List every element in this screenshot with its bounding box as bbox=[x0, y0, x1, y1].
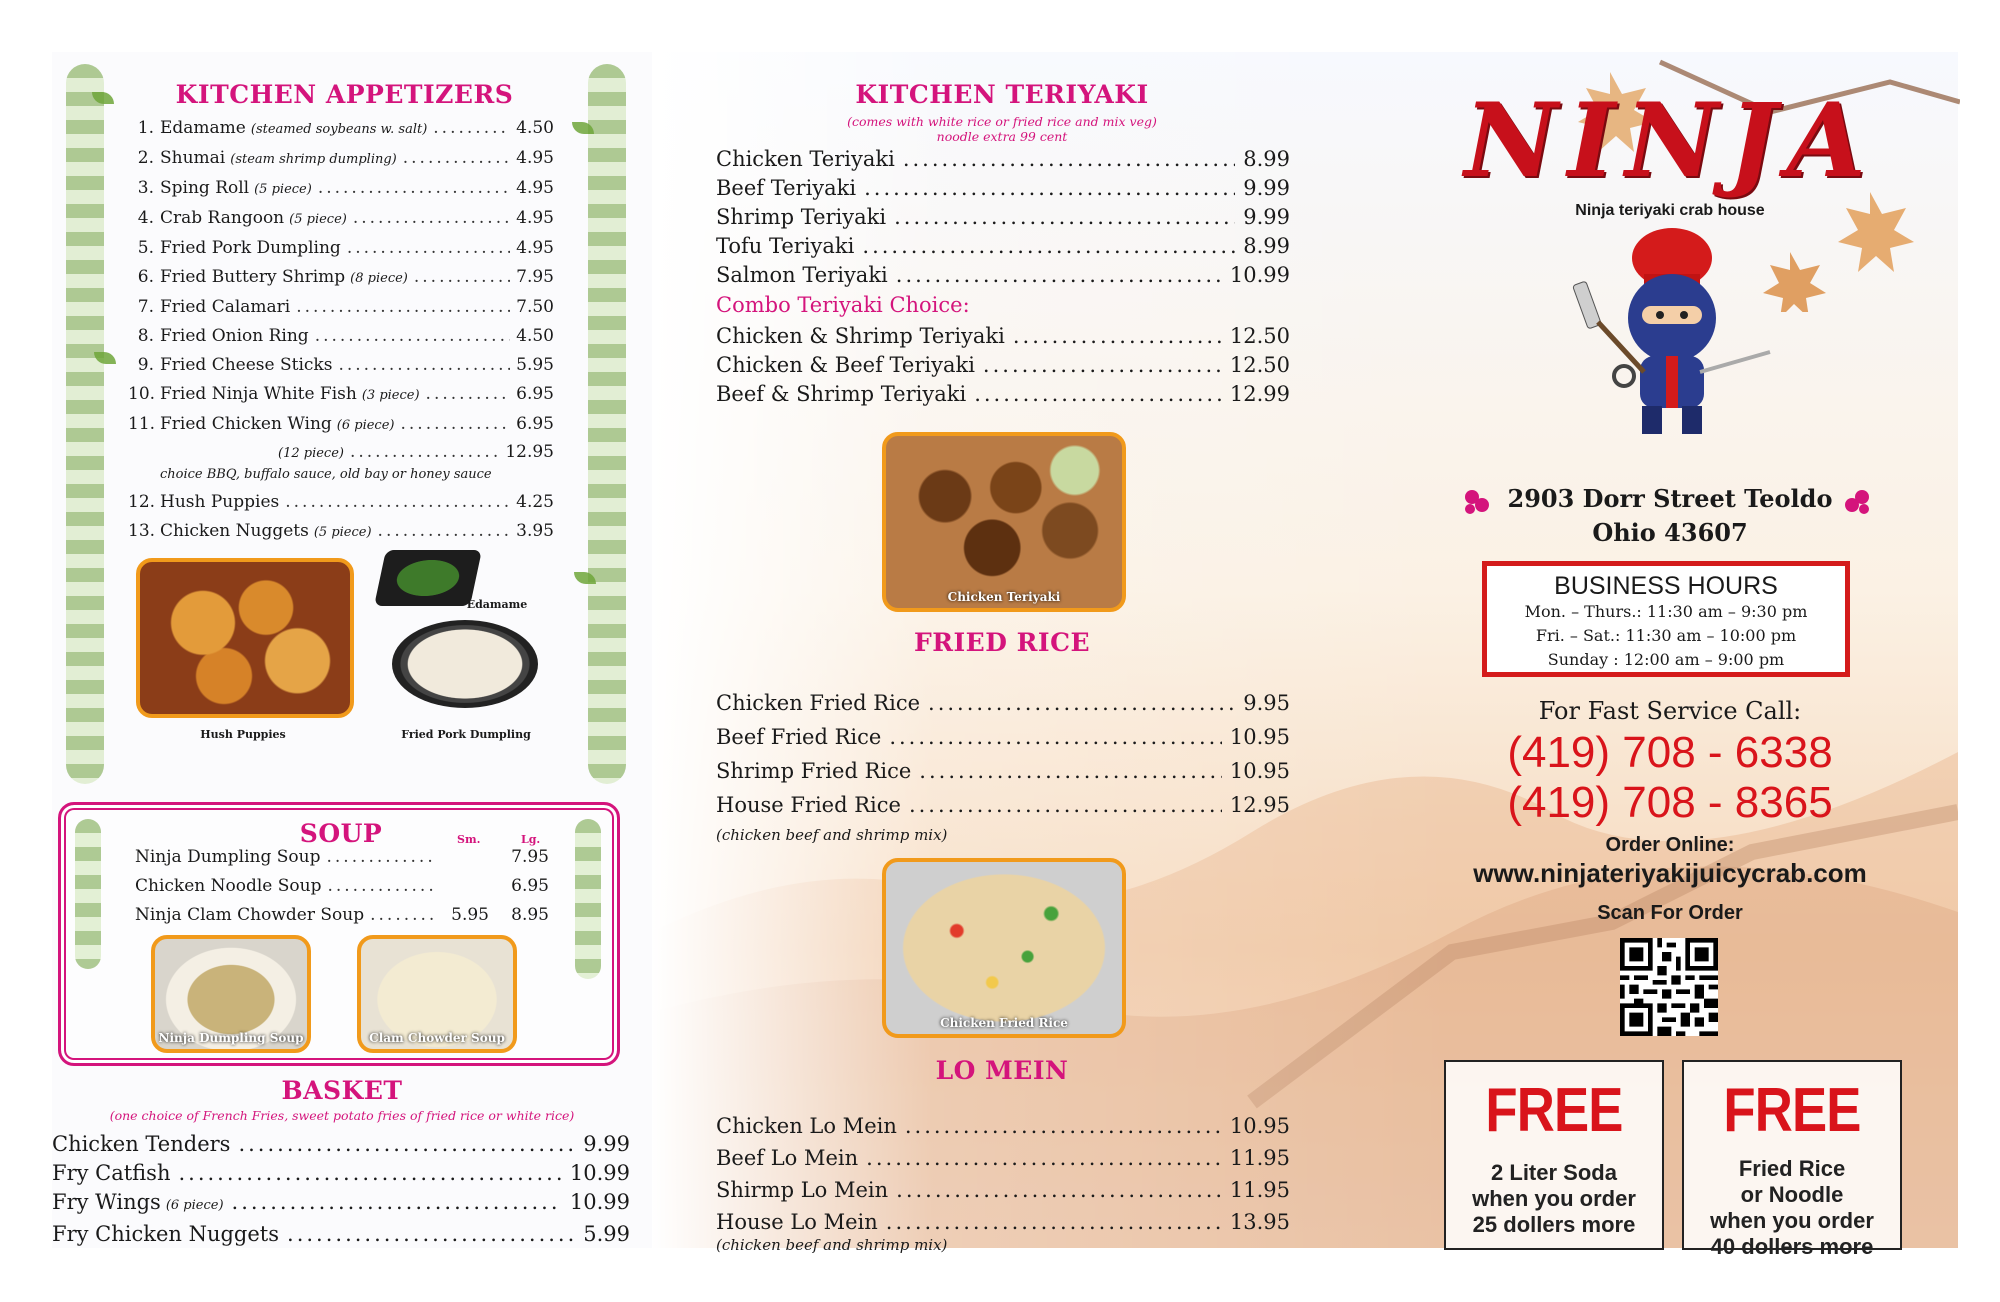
address-line-1: 2903 Dorr Street Teoldo bbox=[1507, 484, 1833, 513]
vine-decoration bbox=[75, 819, 101, 969]
item-note: (5 piece) bbox=[313, 525, 372, 540]
item-price: 10.99 bbox=[569, 1161, 630, 1185]
item-name: Chicken & Beef Teriyaki bbox=[716, 353, 975, 377]
dot-leader bbox=[896, 261, 1222, 290]
item-name: House Fried Rice bbox=[716, 793, 901, 817]
appetizer-row bbox=[128, 293, 554, 322]
item-price: 10.95 bbox=[1229, 1114, 1290, 1138]
dot-leader bbox=[889, 720, 1222, 754]
item-name: House Lo Mein bbox=[716, 1210, 878, 1234]
item-price: 12.95 bbox=[505, 442, 554, 462]
phone-1[interactable]: (419) 708 - 6338 bbox=[1507, 728, 1833, 777]
item-price: 10.95 bbox=[1229, 725, 1290, 749]
item-name: Crab Rangoon bbox=[160, 208, 285, 228]
appetizer-row bbox=[128, 380, 554, 410]
item-name: Shrimp Teriyaki bbox=[716, 205, 887, 229]
dot-leader bbox=[403, 144, 510, 173]
teriyaki-row bbox=[716, 232, 1290, 261]
item-price: 3.95 bbox=[516, 521, 554, 541]
item-name: Sping Roll bbox=[160, 178, 250, 198]
item-number: 7. bbox=[137, 297, 154, 317]
item-name: Chicken Nuggets bbox=[160, 521, 309, 541]
business-hours-title: BUSINESS HOURS bbox=[1554, 572, 1778, 600]
combo-title: Combo Teriyaki Choice: bbox=[716, 293, 970, 317]
vine-decoration bbox=[575, 819, 601, 979]
offer-line: 25 dollers more bbox=[1472, 1212, 1636, 1237]
appetizer-row bbox=[128, 204, 554, 234]
fried-rice-row bbox=[716, 720, 1290, 754]
lo-mein-list bbox=[716, 1110, 1290, 1238]
item-name: Beef & Shrimp Teriyaki bbox=[716, 382, 967, 406]
scan-label: Scan For Order bbox=[1597, 902, 1743, 924]
item-price: 8.99 bbox=[1243, 234, 1290, 258]
teriyaki-row bbox=[716, 261, 1290, 290]
dumpling-soup-caption: Ninja Dumpling Soup bbox=[158, 1031, 304, 1045]
lo-mein-title: LO MEIN bbox=[935, 1056, 1069, 1085]
dot-leader bbox=[903, 145, 1235, 174]
dot-leader bbox=[862, 232, 1235, 261]
combo-list bbox=[716, 322, 1290, 409]
dot-leader bbox=[1013, 322, 1222, 351]
fried-rice-row bbox=[716, 686, 1290, 720]
item-price: 4.95 bbox=[516, 148, 554, 168]
dot-leader bbox=[414, 263, 510, 292]
appetizer-row bbox=[128, 234, 554, 263]
item-name: Beef Teriyaki bbox=[716, 176, 857, 200]
clam-chowder-photo bbox=[357, 935, 517, 1053]
item-number: 12. bbox=[128, 492, 156, 512]
teriyaki-row bbox=[716, 174, 1290, 203]
left-column bbox=[52, 52, 642, 1248]
item-name: Fried Ninja White Fish bbox=[160, 384, 357, 404]
business-hours-lines bbox=[1487, 600, 1845, 672]
item-price: 7.50 bbox=[516, 297, 554, 317]
item-number: 13. bbox=[128, 521, 156, 541]
ninja-chef-mascot bbox=[1560, 222, 1790, 442]
soup-col-sm: Sm. bbox=[457, 833, 481, 846]
item-price: 8.99 bbox=[1243, 147, 1290, 171]
dot-leader bbox=[400, 410, 510, 439]
lo-mein-row bbox=[716, 1174, 1290, 1206]
item-note: (5 piece) bbox=[289, 212, 347, 227]
chicken-teriyaki-caption: Chicken Teriyaki bbox=[947, 590, 1061, 604]
dot-leader bbox=[433, 114, 510, 143]
hours-line: Mon. – Thurs.: 11:30 am – 9:30 pm bbox=[1524, 602, 1808, 621]
item-name: Shrimp Fried Rice bbox=[716, 759, 912, 783]
item-name: Chicken Tenders bbox=[52, 1132, 231, 1156]
dot-leader bbox=[983, 351, 1222, 380]
dot-leader bbox=[350, 440, 499, 464]
combo-row bbox=[716, 351, 1290, 380]
fried-rice-row bbox=[716, 788, 1290, 822]
item-price: 9.99 bbox=[1243, 205, 1290, 229]
vine-decoration bbox=[588, 64, 626, 784]
chicken-fried-rice-caption: Chicken Fried Rice bbox=[940, 1016, 1068, 1030]
item-price: 5.95 bbox=[516, 355, 554, 375]
item-price: 12.50 bbox=[1229, 353, 1290, 377]
soup-row bbox=[135, 901, 549, 930]
item-price: 9.95 bbox=[1243, 691, 1290, 715]
item-price: 6.95 bbox=[516, 414, 554, 434]
item-price: 4.50 bbox=[516, 118, 554, 138]
dot-leader bbox=[347, 234, 510, 263]
item-price: 13.95 bbox=[1229, 1210, 1290, 1234]
item-number: 1. bbox=[137, 118, 154, 138]
item-name: Fry Chicken Nuggets bbox=[52, 1222, 280, 1246]
item-name: Chicken & Shrimp Teriyaki bbox=[716, 324, 1005, 348]
item-number: 8. bbox=[137, 326, 154, 346]
item-price: 4.50 bbox=[516, 326, 554, 346]
item-name: Fry Catfish bbox=[52, 1161, 171, 1185]
item-name: Ninja Clam Chowder Soup bbox=[135, 905, 365, 925]
item-price: 11.95 bbox=[1229, 1178, 1290, 1202]
dot-leader bbox=[315, 322, 510, 351]
wing-sauce-choice: choice BBQ, buffalo sauce, old bay or honey sauce bbox=[160, 467, 492, 482]
offer-soda-box bbox=[1444, 1060, 1664, 1250]
item-price: 9.99 bbox=[1243, 176, 1290, 200]
item-number: 4. bbox=[137, 208, 154, 228]
dot-leader bbox=[178, 1159, 561, 1188]
appetizers-list bbox=[128, 114, 554, 547]
soup-title: SOUP bbox=[299, 819, 383, 848]
item-price: 10.95 bbox=[1229, 759, 1290, 783]
soup-list bbox=[135, 843, 549, 930]
appetizer-row bbox=[128, 114, 554, 144]
hush-puppies-caption: Hush Puppies bbox=[200, 728, 286, 741]
dot-leader bbox=[886, 1206, 1222, 1238]
call-label: For Fast Service Call: bbox=[1538, 697, 1802, 725]
offer-free-label: FREE bbox=[1485, 1076, 1623, 1145]
hours-line: Fri. – Sat.: 11:30 am – 10:00 pm bbox=[1535, 626, 1797, 645]
soup-box bbox=[58, 802, 620, 1066]
item-note: (6 piece) bbox=[165, 1198, 224, 1213]
item-name: Fried Calamari bbox=[160, 297, 291, 317]
item-name: Fried Chicken Wing bbox=[160, 414, 332, 434]
item-name: Shumai bbox=[160, 148, 226, 168]
right-column bbox=[1380, 52, 1958, 1259]
basket-row bbox=[52, 1130, 630, 1159]
chicken-fried-rice-photo bbox=[882, 858, 1126, 1038]
item-price: 6.95 bbox=[516, 384, 554, 404]
appetizer-row bbox=[128, 517, 554, 547]
item-price: 7.95 bbox=[516, 267, 554, 287]
ninja-logo: NINJA bbox=[1464, 81, 1876, 201]
website-link[interactable]: www.ninjateriyakijuicycrab.com bbox=[1473, 858, 1867, 888]
item-price: 9.99 bbox=[583, 1132, 630, 1156]
appetizer-row bbox=[128, 410, 554, 440]
lo-mein-row bbox=[716, 1142, 1290, 1174]
item-note: (steam shrimp dumpling) bbox=[230, 152, 397, 167]
item-price: 4.95 bbox=[516, 238, 554, 258]
combo-row bbox=[716, 322, 1290, 351]
teriyaki-list bbox=[716, 145, 1290, 290]
dot-leader bbox=[864, 174, 1235, 203]
offer-line: 40 dollers more bbox=[1710, 1234, 1874, 1259]
item-number: 10. bbox=[128, 384, 156, 404]
basket-subtitle: (one choice of French Fries, sweet potato fries of fried rice or white rice) bbox=[109, 1108, 575, 1123]
business-hours-box bbox=[1482, 561, 1850, 677]
dot-leader bbox=[919, 754, 1222, 788]
item-number: 11. bbox=[128, 414, 156, 434]
dot-leader bbox=[326, 843, 437, 872]
qr-code[interactable] bbox=[1620, 938, 1718, 1036]
lo-mein-row bbox=[716, 1206, 1290, 1238]
appetizer-row bbox=[128, 351, 554, 380]
item-number: 9. bbox=[137, 355, 154, 375]
soup-row bbox=[135, 843, 549, 872]
phone-2[interactable]: (419) 708 - 8365 bbox=[1507, 778, 1833, 827]
item-number: 2. bbox=[137, 148, 154, 168]
item-number: 6. bbox=[137, 267, 154, 287]
soup-row bbox=[135, 872, 549, 901]
item-price: 12.99 bbox=[1229, 382, 1290, 406]
dot-leader bbox=[909, 788, 1222, 822]
dot-leader bbox=[370, 901, 437, 930]
dot-leader bbox=[896, 1174, 1222, 1206]
basket-row bbox=[52, 1188, 630, 1220]
fried-rice-note: (chicken beef and shrimp mix) bbox=[716, 826, 948, 844]
dot-leader bbox=[928, 686, 1235, 720]
offer-line: Fried Rice bbox=[1738, 1156, 1846, 1181]
item-name: Fried Buttery Shrimp bbox=[160, 267, 346, 287]
teriyaki-title: KITCHEN TERIYAKI bbox=[855, 80, 1149, 109]
dot-leader bbox=[378, 517, 511, 546]
combo-row bbox=[716, 380, 1290, 409]
dumpling-photo bbox=[392, 620, 538, 708]
item-price: 4.95 bbox=[516, 178, 554, 198]
item-note: (3 piece) bbox=[361, 388, 420, 403]
offer-rice-noodle-box bbox=[1682, 1060, 1902, 1259]
item-name: Chicken Lo Mein bbox=[716, 1114, 897, 1138]
item-name: Hush Puppies bbox=[160, 492, 280, 512]
fried-rice-row bbox=[716, 754, 1290, 788]
dot-leader bbox=[866, 1142, 1222, 1174]
middle-column bbox=[712, 52, 1292, 1254]
item-price-small: 5.95 bbox=[451, 905, 489, 925]
item-note: (8 piece) bbox=[350, 271, 408, 286]
item-name: Edamame bbox=[160, 118, 246, 138]
item-price: 4.25 bbox=[516, 492, 554, 512]
teriyaki-row bbox=[716, 203, 1290, 232]
dot-leader bbox=[894, 203, 1235, 232]
item-name: Shirmp Lo Mein bbox=[716, 1178, 889, 1202]
fried-rice-title: FRIED RICE bbox=[913, 628, 1091, 657]
item-price-large: 6.95 bbox=[511, 876, 549, 896]
item-note: (6 piece) bbox=[336, 418, 395, 433]
item-name: Salmon Teriyaki bbox=[716, 263, 888, 287]
offer-line: when you order bbox=[1472, 1186, 1636, 1211]
dumpling-caption: Fried Pork Dumpling bbox=[401, 728, 531, 741]
appetizer-row bbox=[128, 488, 554, 517]
item-price: 12.50 bbox=[1229, 324, 1290, 348]
teriyaki-noodle-note: noodle extra 99 cent bbox=[936, 129, 1068, 144]
item-name: Chicken Noodle Soup bbox=[135, 876, 322, 896]
offer-line: when you order bbox=[1710, 1208, 1874, 1233]
item-price: 11.95 bbox=[1229, 1146, 1290, 1170]
dot-leader bbox=[238, 1130, 575, 1159]
item-price: 5.99 bbox=[583, 1222, 630, 1246]
basket-list bbox=[52, 1130, 630, 1249]
item-price: 10.99 bbox=[1229, 263, 1290, 287]
item-price-large: 7.95 bbox=[511, 847, 549, 867]
dot-leader bbox=[232, 1188, 562, 1217]
item-note: (12 piece) bbox=[278, 446, 344, 461]
lo-mein-note: (chicken beef and shrimp mix) bbox=[716, 1236, 948, 1254]
offer-line: or Noodle bbox=[1740, 1182, 1844, 1207]
dot-leader bbox=[296, 293, 510, 322]
offer-free-label: FREE bbox=[1723, 1076, 1861, 1145]
address-line-2: Ohio 43607 bbox=[1592, 518, 1748, 547]
hours-line: Sunday : 12:00 am – 9:00 pm bbox=[1547, 650, 1785, 669]
item-name: Chicken Fried Rice bbox=[716, 691, 921, 715]
dumpling-soup-photo bbox=[151, 935, 311, 1053]
dot-leader bbox=[426, 380, 511, 409]
basket-row bbox=[52, 1159, 630, 1188]
item-name: Fried Onion Ring bbox=[160, 326, 309, 346]
appetizers-title: KITCHEN APPETIZERS bbox=[175, 80, 514, 109]
tagline: Ninja teriyaki crab house bbox=[1575, 202, 1765, 219]
lo-mein-row bbox=[716, 1110, 1290, 1142]
item-price: 12.95 bbox=[1229, 793, 1290, 817]
dot-leader bbox=[338, 351, 510, 380]
item-name: Tofu Teriyaki bbox=[716, 234, 855, 258]
order-online-label: Order Online: bbox=[1605, 834, 1735, 856]
offer-line: 2 Liter Soda bbox=[1491, 1160, 1617, 1185]
item-number: 5. bbox=[137, 238, 154, 258]
dot-leader bbox=[318, 174, 510, 203]
item-note: (5 piece) bbox=[254, 182, 312, 197]
dot-leader bbox=[353, 204, 510, 233]
item-name: Beef Lo Mein bbox=[716, 1146, 859, 1170]
item-price-large: 8.95 bbox=[511, 905, 549, 925]
item-number: 3. bbox=[137, 178, 154, 198]
basket-row bbox=[52, 1220, 630, 1249]
appetizer-row bbox=[128, 174, 554, 204]
teriyaki-subtitle: (comes with white rice or fried rice and mix veg) bbox=[847, 114, 1157, 129]
dot-leader bbox=[327, 872, 437, 901]
item-price: 10.99 bbox=[569, 1190, 630, 1214]
clam-chowder-caption: Clam Chowder Soup bbox=[369, 1031, 505, 1045]
item-name: Beef Fried Rice bbox=[716, 725, 882, 749]
hush-puppies-photo bbox=[136, 558, 354, 718]
item-name: Ninja Dumpling Soup bbox=[135, 847, 321, 867]
chicken-wing-12-row bbox=[128, 440, 554, 466]
item-name: Fry Wings bbox=[52, 1190, 161, 1214]
vine-decoration bbox=[66, 64, 104, 784]
dot-leader bbox=[285, 488, 510, 517]
appetizer-row bbox=[128, 144, 554, 174]
appetizer-row bbox=[128, 322, 554, 351]
dot-leader bbox=[905, 1110, 1222, 1142]
item-name: Chicken Teriyaki bbox=[716, 147, 895, 171]
item-note: (steamed soybeans w. salt) bbox=[250, 122, 428, 137]
teriyaki-row bbox=[716, 145, 1290, 174]
edamame-caption: Edamame bbox=[466, 598, 528, 611]
dot-leader bbox=[974, 380, 1222, 409]
item-price: 4.95 bbox=[516, 208, 554, 228]
item-name: Fried Cheese Sticks bbox=[160, 355, 333, 375]
dot-leader bbox=[287, 1220, 575, 1249]
basket-title: BASKET bbox=[281, 1076, 403, 1105]
fried-rice-list bbox=[716, 686, 1290, 822]
appetizer-row bbox=[128, 263, 554, 293]
chicken-teriyaki-photo bbox=[882, 432, 1126, 612]
soup-col-lg: Lg. bbox=[521, 833, 541, 846]
item-name: Fried Pork Dumpling bbox=[160, 238, 341, 258]
